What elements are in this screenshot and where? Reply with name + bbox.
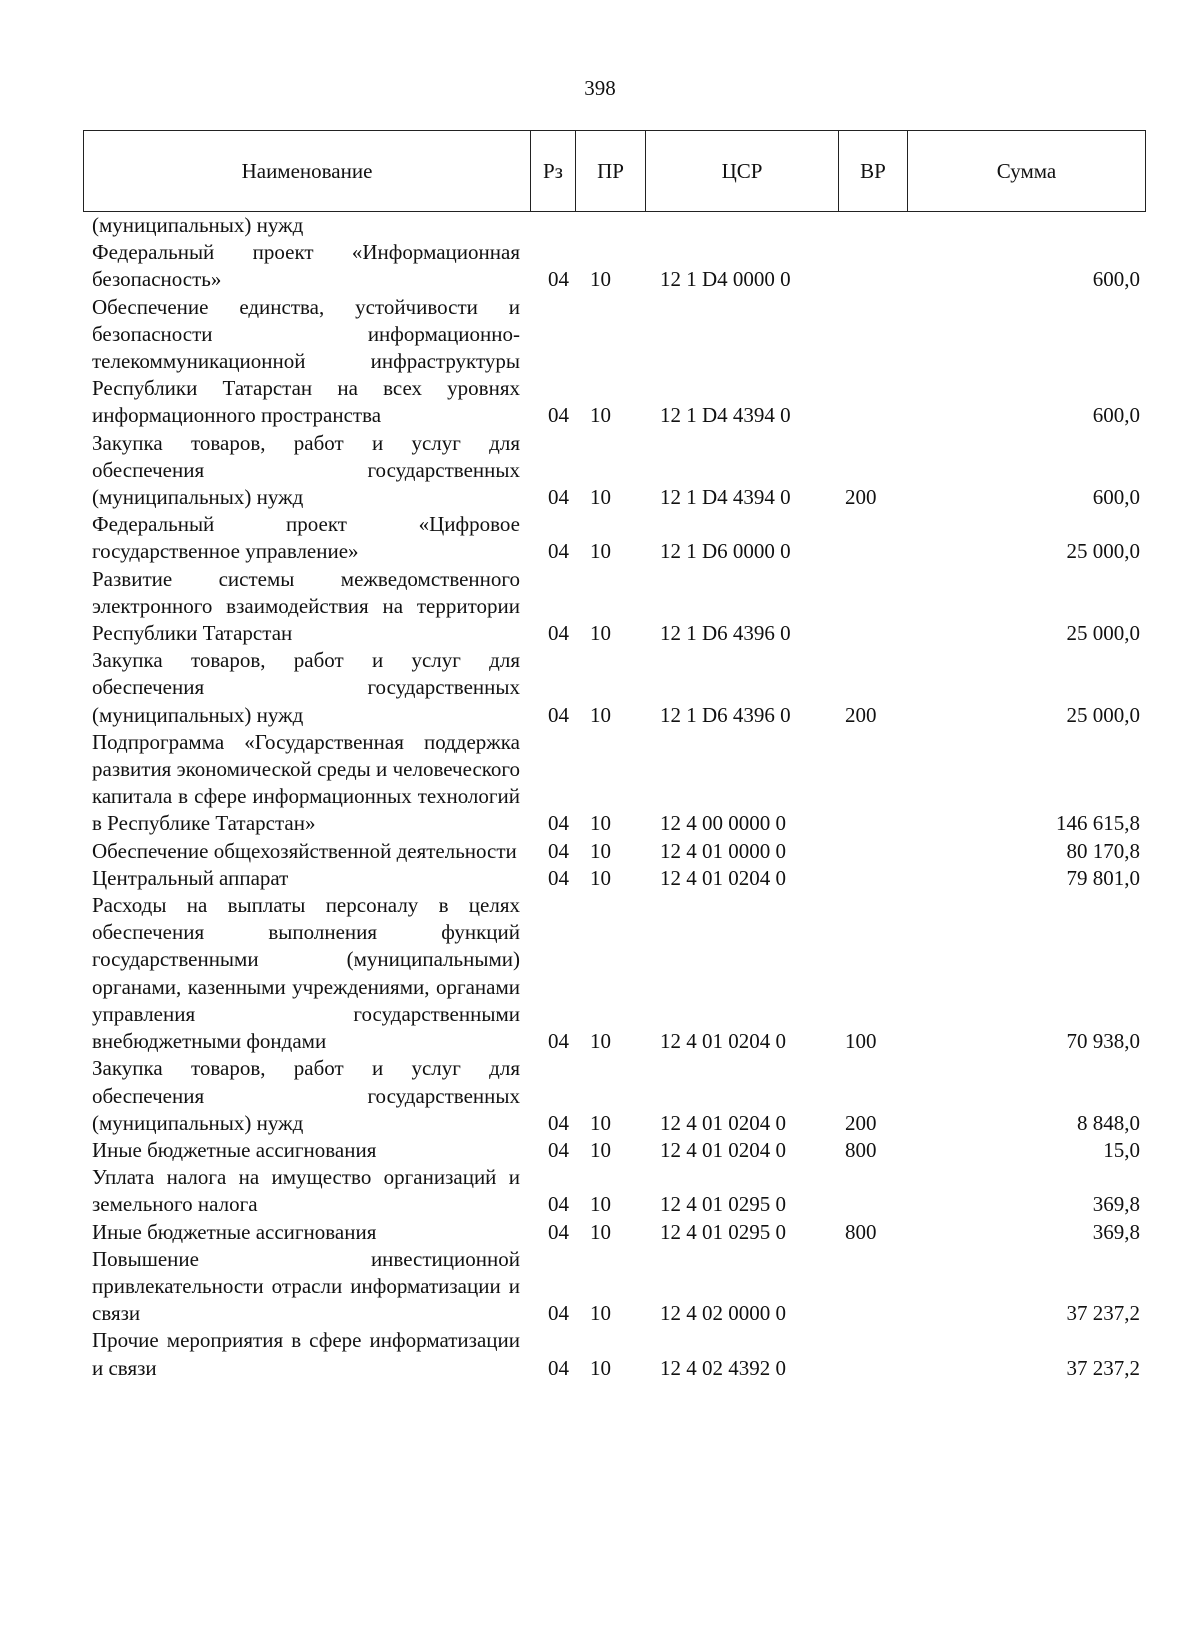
row-pr: 10: [590, 702, 611, 727]
row-name: Подпрограмма «Государственная поддержка развития экономической среды и человеческого капитала в сфере информационных технологий в Республике Татарстан»: [92, 729, 520, 836]
row-rz: 04: [548, 1137, 569, 1162]
row-sum: 600,0: [1092, 403, 1140, 428]
row-rz: 04: [548, 621, 569, 646]
row-vr: 200: [845, 702, 877, 727]
row-csr: 12 1 D4 0000 0: [660, 267, 791, 292]
row-sum: 25 000,0: [1066, 539, 1140, 564]
row-pr: 10: [590, 811, 611, 836]
row-rz: 04: [548, 1355, 569, 1380]
row-name: Закупка товаров, работ и услуг для обеспечения государственных (муниципальных) нужд: [92, 430, 520, 510]
row-vr: 200: [845, 485, 877, 510]
row-pr: 10: [590, 1219, 611, 1244]
row-sum: 37 237,2: [1066, 1355, 1140, 1380]
row-csr: 12 1 D6 4396 0: [660, 702, 791, 727]
row-rz: 04: [548, 1110, 569, 1135]
table-row: [92, 838, 1140, 865]
table-row: [92, 1137, 1140, 1164]
header-rz: Рз: [531, 131, 576, 211]
row-csr: 12 4 02 4392 0: [660, 1355, 786, 1380]
row-rz: 04: [548, 403, 569, 428]
header-name: Наименование: [84, 131, 531, 211]
row-sum: 25 000,0: [1066, 621, 1140, 646]
row-name: Закупка товаров, работ и услуг для обеспечения государственных (муниципальных) нужд: [92, 1056, 520, 1135]
row-name: Иные бюджетные ассигнования: [92, 1137, 377, 1162]
row-csr: 12 4 00 0000 0: [660, 811, 786, 836]
row-name: Закупка товаров, работ и услуг для обеспечения государственных (муниципальных) нужд: [92, 648, 520, 727]
row-csr: 12 4 01 0204 0: [660, 865, 786, 890]
row-sum: 146 615,8: [1056, 811, 1140, 836]
row-pr: 10: [590, 1301, 611, 1326]
row-csr: 12 4 01 0204 0: [660, 1137, 786, 1162]
row-pr: 10: [590, 838, 611, 863]
row-pr: 10: [590, 621, 611, 646]
header-vr: ВР: [839, 131, 908, 211]
header-csr: ЦСР: [646, 131, 839, 211]
row-sum: 80 170,8: [1066, 838, 1140, 863]
row-pr: 10: [590, 267, 611, 292]
table-header: [83, 130, 1146, 212]
table-row: [92, 865, 1140, 892]
row-pr: 10: [590, 1029, 611, 1054]
row-rz: 04: [548, 865, 569, 890]
table-row: [92, 1327, 1140, 1381]
row-name: (муниципальных) нужд: [92, 213, 304, 237]
row-csr: 12 4 01 0204 0: [660, 1110, 786, 1135]
row-csr: 12 4 01 0000 0: [660, 838, 786, 863]
row-sum: 8 848,0: [1077, 1110, 1140, 1135]
row-vr: 100: [845, 1029, 877, 1054]
table-row: [92, 729, 1140, 838]
header-pr: ПР: [576, 131, 646, 211]
row-rz: 04: [548, 811, 569, 836]
row-rz: 04: [548, 267, 569, 292]
table-row: [92, 1164, 1140, 1218]
row-pr: 10: [590, 539, 611, 564]
row-name: Прочие мероприятия в сфере информатизации и связи: [92, 1328, 520, 1380]
row-csr: 12 1 D4 4394 0: [660, 485, 791, 510]
row-rz: 04: [548, 702, 569, 727]
row-sum: 369,8: [1092, 1219, 1140, 1244]
header-sum: Сумма: [996, 158, 1057, 183]
row-name: Обеспечение единства, устойчивости и безопасности информационно-телекоммуникационной инфраструктуры Республики Татарстан на всех уровнях информационного пространства: [92, 294, 520, 428]
row-sum: 25 000,0: [1066, 702, 1140, 727]
row-pr: 10: [590, 1110, 611, 1135]
row-name: Федеральный проект «Цифровое государственное управление»: [92, 512, 520, 564]
row-pr: 10: [590, 403, 611, 428]
row-rz: 04: [548, 838, 569, 863]
row-pr: 10: [590, 1355, 611, 1380]
row-sum: 15,0: [1103, 1137, 1140, 1162]
row-sum: 79 801,0: [1066, 865, 1140, 890]
row-rz: 04: [548, 539, 569, 564]
table-row: [92, 511, 1140, 565]
table-row: [92, 1246, 1140, 1328]
row-name: Повышение инвестиционной привлекательности отрасли информатизации и связи: [92, 1246, 520, 1326]
row-name: Иные бюджетные ассигнования: [92, 1219, 377, 1244]
table-row: [92, 430, 1140, 512]
row-sum: 70 938,0: [1066, 1029, 1140, 1054]
table-row: [92, 212, 1140, 239]
table-row: [92, 294, 1140, 430]
row-rz: 04: [548, 1219, 569, 1244]
row-csr: 12 4 01 0295 0: [660, 1192, 786, 1217]
row-name: Уплата налога на имущество организаций и земельного налога: [92, 1165, 520, 1217]
row-rz: 04: [548, 1301, 569, 1326]
row-csr: 12 4 02 0000 0: [660, 1301, 786, 1326]
row-pr: 10: [590, 485, 611, 510]
row-pr: 10: [590, 1192, 611, 1217]
row-name: Федеральный проект «Информационная безопасность»: [92, 240, 520, 292]
row-pr: 10: [590, 865, 611, 890]
table-row: [92, 566, 1140, 648]
page-number: 398: [584, 76, 616, 100]
row-sum: 37 237,2: [1066, 1301, 1140, 1326]
row-csr: 12 1 D4 4394 0: [660, 403, 791, 428]
table-row: [92, 1055, 1140, 1137]
row-vr: 800: [845, 1137, 877, 1162]
row-rz: 04: [548, 1029, 569, 1054]
row-csr: 12 4 01 0295 0: [660, 1219, 786, 1244]
row-name: Развитие системы межведомственного электронного взаимодействия на территории Республики Татарстан: [92, 566, 520, 646]
table-body: [92, 212, 1140, 1382]
row-sum: 600,0: [1092, 485, 1140, 510]
table-row: [92, 647, 1140, 729]
table-row: [92, 239, 1140, 293]
row-sum: 600,0: [1092, 267, 1140, 292]
table-row: [92, 892, 1140, 1055]
row-csr: 12 1 D6 4396 0: [660, 621, 791, 646]
row-vr: 800: [845, 1219, 877, 1244]
row-rz: 04: [548, 485, 569, 510]
table-row: [92, 1219, 1140, 1246]
row-name: Центральный аппарат: [92, 865, 289, 890]
row-csr: 12 1 D6 0000 0: [660, 539, 791, 564]
row-name: Обеспечение общехозяйственной деятельности: [92, 838, 517, 863]
row-pr: 10: [590, 1137, 611, 1162]
row-vr: 200: [845, 1110, 877, 1135]
row-sum: 369,8: [1092, 1192, 1140, 1217]
row-name: Расходы на выплаты персоналу в целях обеспечения выполнения функций государственными (муниципальными) органами, казенными учреждениями, органами управления государственными внебюджетными фондами: [92, 893, 520, 1054]
row-rz: 04: [548, 1192, 569, 1217]
row-csr: 12 4 01 0204 0: [660, 1029, 786, 1054]
